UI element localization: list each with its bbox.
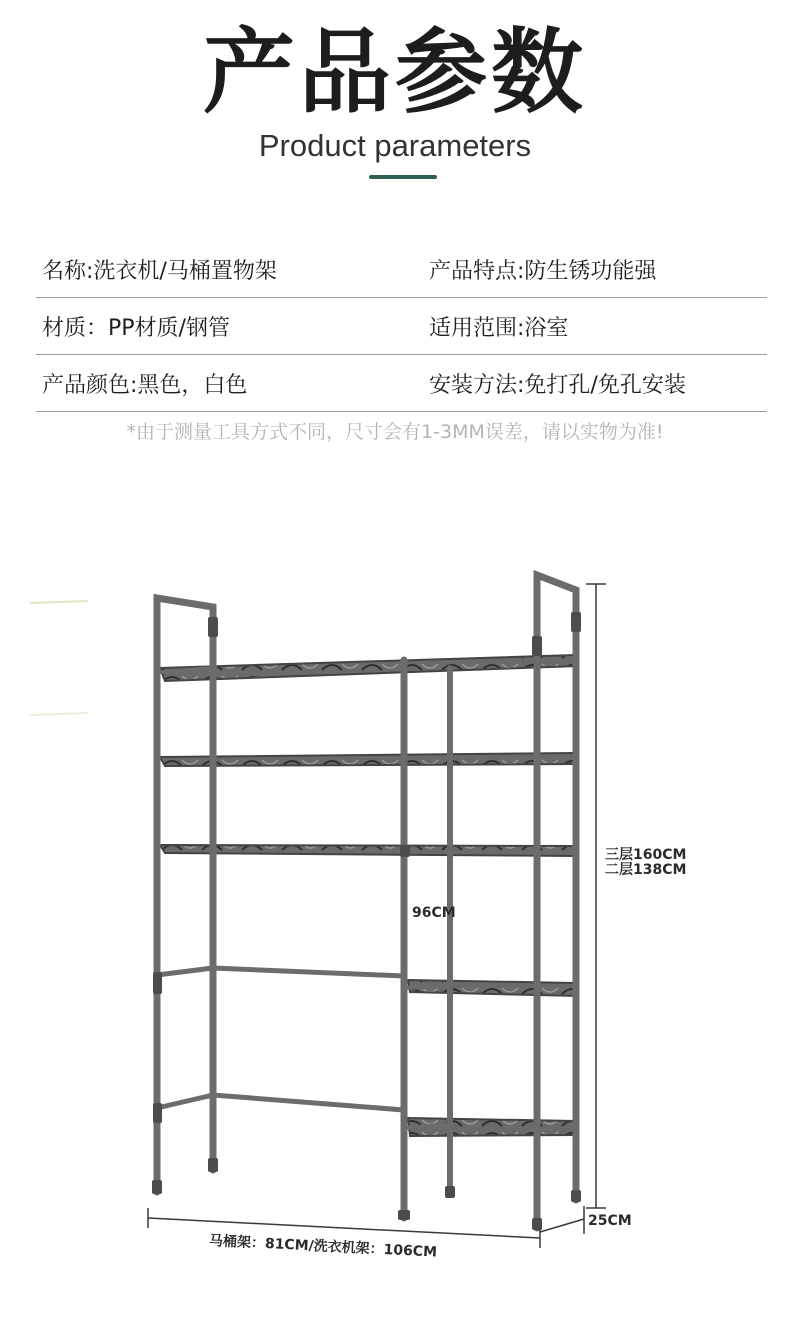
height-dimension [586, 584, 606, 1208]
shelf-boards [160, 655, 578, 1136]
decor-line [30, 713, 88, 715]
measurement-note: *由于测量工具方式不同，尺寸会有1-3MM误差，请以实物为准! [126, 421, 664, 443]
height-label-two: 二层138CM [605, 862, 687, 878]
param-scope: 适用范围:浴室 [429, 316, 569, 341]
shelf-board [160, 753, 578, 766]
page-title: 产品参数 [202, 19, 587, 126]
page-subtitle: Product parameters [258, 128, 532, 163]
width-label: 马桶架：81CM/洗衣机架：106CM [208, 1233, 438, 1261]
decor-line [30, 601, 88, 603]
shelf-board [160, 845, 578, 856]
param-name: 名称:洗衣机/马桶置物架 [42, 259, 277, 284]
param-color: 产品颜色:黑色，白色 [42, 373, 248, 398]
depth-label: 25CM [588, 1213, 632, 1229]
param-feature: 产品特点:防生锈功能强 [429, 259, 657, 284]
height-label-three: 三层160CM [605, 847, 687, 863]
param-material: 材质：PP材质/钢管 [42, 316, 230, 341]
shelf-board [160, 655, 578, 681]
depth-dimension [540, 1206, 584, 1234]
param-install: 安装方法:免打孔/免孔安装 [429, 373, 686, 398]
middle-height-label: 96CM [412, 905, 456, 921]
